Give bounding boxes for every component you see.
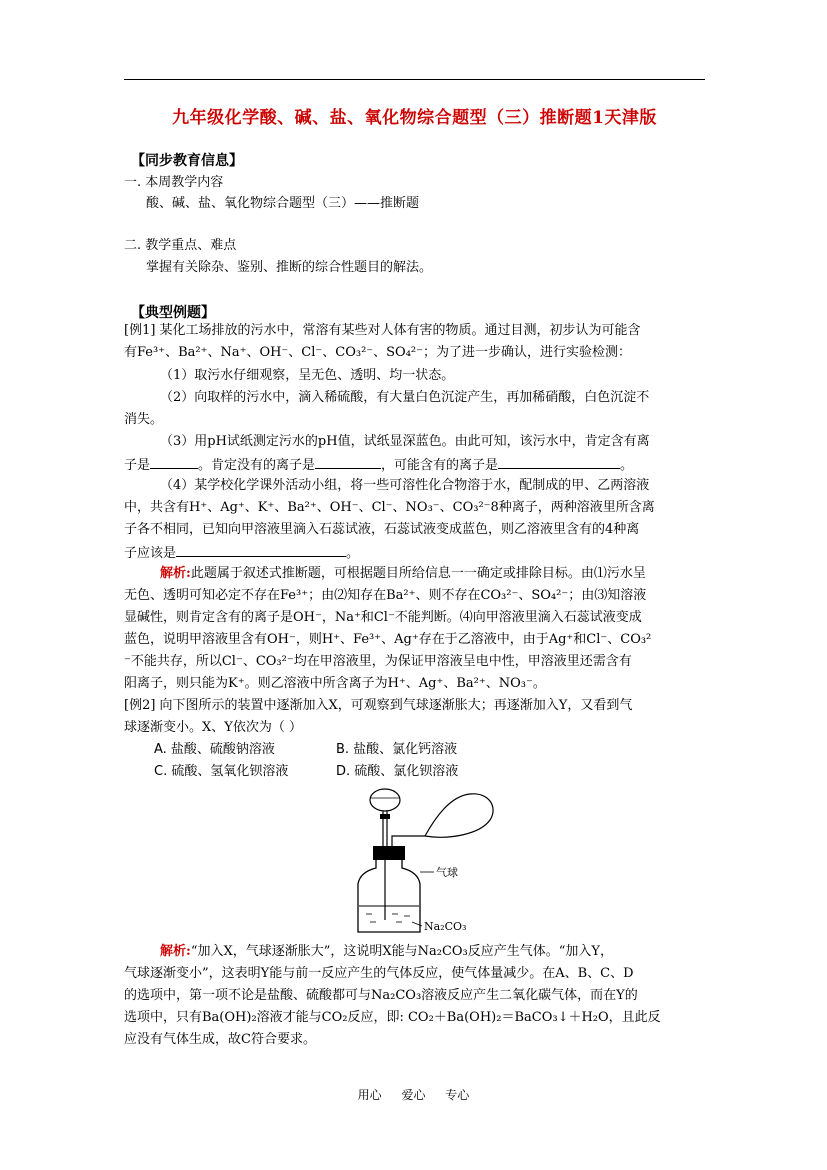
bottle (358, 860, 420, 932)
answer-blank-2[interactable] (315, 456, 381, 469)
ex1-step-2-cont: 消失。 (124, 412, 164, 427)
answer-blank-3[interactable] (498, 456, 620, 469)
ex1-analysis-1 (160, 566, 646, 582)
balloon (425, 794, 493, 837)
stopper (373, 846, 405, 860)
ex2-analysis-1 (160, 944, 613, 960)
ex1-step-4-l4 (124, 544, 359, 562)
ex1-step-4-l3: 子各不相同，已知向甲溶液里滴入石蕊试液，石蕊试液变成蓝色，则乙溶液里含有的4种离 (124, 522, 640, 537)
text-span: 子是 (124, 458, 151, 473)
page-footer: 用心 爱心 专心 (357, 1088, 470, 1102)
ex2-line-2: 球逐渐变小。X、Y依次为（ ） (124, 720, 302, 735)
solution-label: Na₂CO₃ (424, 920, 467, 933)
text-span: 子应该是 (124, 546, 177, 561)
content-heading-2: 二. 教学重点、难点 (124, 238, 237, 253)
section-heading-info: 【同步教育信息】 (131, 153, 243, 169)
option-a: A. 盐酸、硫酸钠溶液 (154, 742, 275, 757)
text-span: “加入X，气球逐渐胀大”，这说明X能与Na₂CO₃反应产生气体。“加入Y， (190, 944, 613, 959)
text-span: 此题属于叙述式推断题，可根据题目所给信息一一确定或排除目标。由⑴污水呈 (190, 566, 646, 581)
ex2-analysis-5: 应没有气体生成，故C符合要求。 (124, 1032, 316, 1047)
analysis-label: 解析: (160, 566, 191, 581)
answer-blank-1[interactable] (150, 456, 198, 469)
answer-blank-4[interactable] (176, 544, 346, 557)
ex1-analysis-4: 蓝色，说明甲溶液里含有OH⁻，则H⁺、Fe³⁺、Ag⁺存在于乙溶液中，由于Ag⁺和Cl⁻、CO₃² (124, 632, 652, 647)
text-span: 。 (620, 458, 634, 473)
ex1-analysis-5: ⁻不能共存，所以Cl⁻、CO₃²⁻均在甲溶液里，为保证甲溶液呈电中性，甲溶液里还需含有 (124, 654, 632, 669)
document-title: 九年级化学酸、碱、盐、氧化物综合题型（三）推断题1天津版 (172, 108, 657, 128)
option-b: B. 盐酸、氯化钙溶液 (336, 742, 458, 757)
ex1-analysis-3: 显碱性，则肯定含有的离子是OH⁻，Na⁺和Cl⁻不能判断。⑷向甲溶液里滴入石蕊试液变成 (124, 610, 642, 625)
ex2-analysis-2: 气球逐渐变小”，这表明Y能与前一反应产生的气体反应，使气体量减少。在A、B、C、D (124, 966, 634, 981)
funnel-bulb (370, 789, 400, 811)
ex2-analysis-4: 选项中，只有Ba(OH)₂溶液才能与CO₂反应，即: CO₂＋Ba(OH)₂＝BaCO₃↓＋H₂O，且此反 (124, 1010, 661, 1025)
ex1-analysis-6: 阳离子，则只能为K⁺。则乙溶液中所含离子为H⁺、Ag⁺、Ba²⁺、NO₃⁻。 (124, 676, 546, 691)
text-span: 。 (346, 546, 360, 561)
ex1-step-4: （4）某学校化学课外活动小组，将一些可溶性化合物溶于水，配制成的甲、乙两溶液 (160, 478, 650, 493)
ex2-analysis-3: 的选项中，第一项不论是盐酸、硫酸都可与Na₂CO₃溶液反应产生二氧化碳气体，而在Y的 (124, 988, 638, 1003)
liquid-texture (366, 914, 410, 922)
option-d: D. 硫酸、氯化钡溶液 (336, 764, 459, 779)
ex1-analysis-2: 无色、透明可知必定不存在Fe³⁺；由⑵知存在Ba²⁺、则不存在CO₃²⁻、SO₄²⁻；由⑶知溶液 (124, 588, 647, 603)
ex1-line-1: [例1] 某化工场排放的污水中，常溶有某些对人体有害的物质。通过目测，初步认为可能含 (124, 323, 641, 338)
balloon-label: 气球 (436, 866, 458, 879)
ex1-step-3: （3）用pH试纸测定污水的pH值，试纸显深蓝色。由此可知，该污水中，肯定含有离 (160, 434, 650, 449)
ex1-step-2: （2）向取样的污水中，滴入稀硫酸，有大量白色沉淀产生，再加稀硝酸，白色沉淀不 (160, 390, 650, 405)
text-span: 。肯定没有的离子是 (198, 458, 316, 473)
header-rule (124, 79, 705, 80)
ex2-line-1: [例2] 向下图所示的装置中逐渐加入X，可观察到气球逐渐胀大；再逐渐加入Y，又看到气 (124, 698, 633, 713)
ex1-step-3-cont (124, 456, 633, 474)
option-c: C. 硫酸、氢氧化钡溶液 (154, 764, 289, 779)
analysis-label: 解析: (160, 944, 191, 959)
funnel-stopcock (380, 814, 390, 819)
content-body-1: 酸、碱、盐、氧化物综合题型（三）——推断题 (146, 196, 420, 211)
text-span: ，可能含有的离子是 (381, 458, 499, 473)
content-heading-1: 一. 本周教学内容 (124, 175, 224, 190)
ex1-step-4-l2: 中，共含有H⁺、Ag⁺、K⁺、Ba²⁺、OH⁻、Cl⁻、NO₃⁻、CO₃²⁻8种离子，两种溶液里所含离 (124, 500, 655, 515)
section-heading-examples: 【典型例题】 (131, 305, 215, 321)
apparatus-figure (340, 788, 500, 938)
content-body-2: 掌握有关除杂、鉴别、推断的综合性题目的解法。 (146, 260, 433, 275)
ex1-step-1: （1）取污水仔细观察，呈无色、透明、均一状态。 (160, 368, 455, 383)
ex1-line-2: 有Fe³⁺、Ba²⁺、Na⁺、OH⁻、Cl⁻、CO₃²⁻、SO₄²⁻；为了进一步确认，进行实验检测： (124, 345, 632, 360)
